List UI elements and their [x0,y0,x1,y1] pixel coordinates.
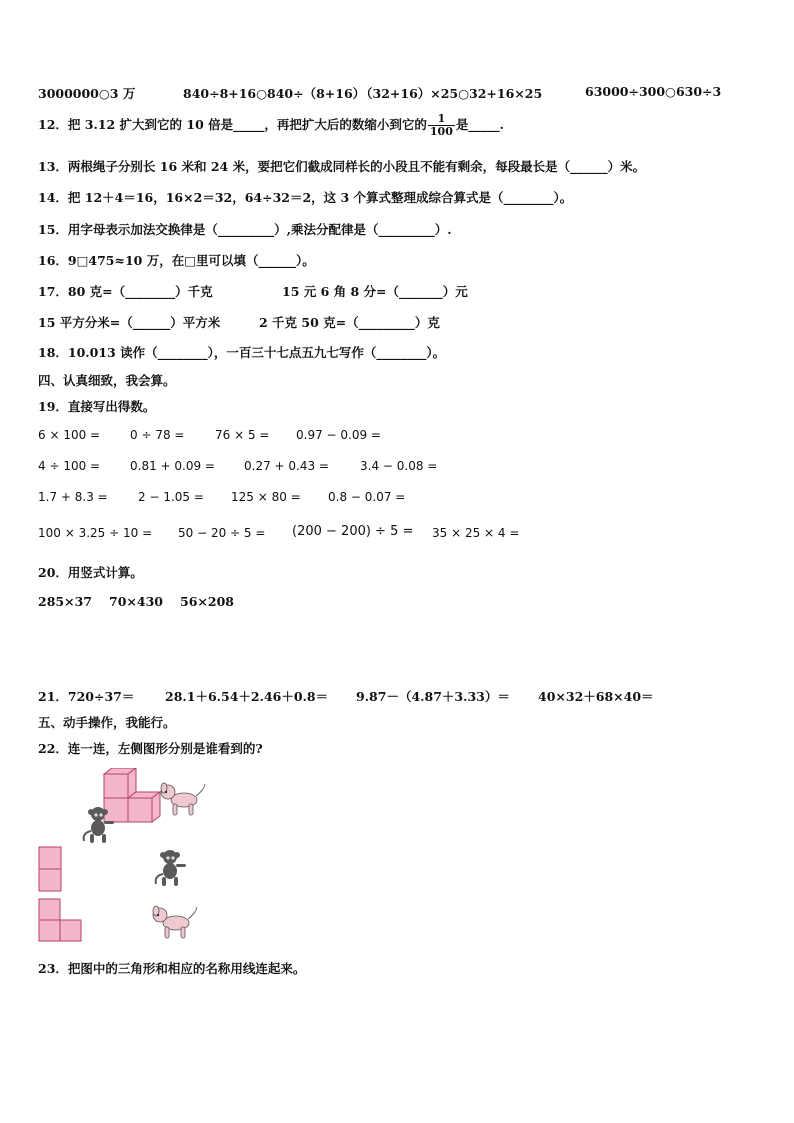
calc-1-3: 76 × 5 = [215,428,270,442]
question-12 [38,113,504,138]
question-17c: 15 平方分米=（______）平方米 [38,315,221,330]
section-5-title: 五、动手操作，我能行。 [38,715,176,730]
question-20: 20．用竖式计算。 [38,565,143,580]
vertical-squares-shape [38,846,64,892]
monkey-icon [80,805,116,845]
fraction-denominator: 100 [429,125,453,138]
q20-item-2: 70×430 [109,594,163,609]
q21-item-1: 21．720÷37＝ [38,689,135,704]
calc-2-4: 3.4 − 0.08 = [360,459,438,473]
question-17b: 15 元 6 角 8 分=（_______）元 [282,284,468,299]
question-14: 14．把 12＋4＝16，16×2＝32，64÷32＝2，这 3 个算式整理成综合算式是（________）。 [38,190,573,205]
calc-4-3: (200 − 200) ÷ 5 = [292,524,414,539]
compare-1: 3000000○3 万 [38,86,136,101]
calc-3-4: 0.8 − 0.07 = [328,490,406,504]
calc-2-2: 0.81 + 0.09 = [130,459,215,473]
q21-item-2: 28.1＋6.54＋2.46＋0.8＝ [165,689,329,704]
calc-2-3: 0.27 + 0.43 = [244,459,329,473]
dog-icon [158,782,208,818]
calc-1-1: 6 × 100 = [38,428,101,442]
q21-item-3: 9.87－（4.87＋3.33）＝ [356,689,510,704]
q12-after: 是_____. [455,117,504,132]
q20-item-1: 285×37 [38,594,92,609]
question-13: 13．两根绳子分别长 16 米和 24 米，要把它们截成同样长的小段且不能有剩余，每段最长是（______）米。 [38,159,646,174]
monkey-icon [152,848,188,888]
calc-2-1: 4 ÷ 100 = [38,459,101,473]
calc-1-4: 0.97 − 0.09 = [296,428,381,442]
question-15: 15．用字母表示加法交换律是（_________）,乘法分配律是（_________）. [38,222,452,237]
calc-4-4: 35 × 25 × 4 = [432,526,520,540]
calc-4-2: 50 − 20 ÷ 5 = [178,526,266,540]
calc-3-3: 125 × 80 = [231,490,301,504]
calc-1-2: 0 ÷ 78 = [130,428,185,442]
question-17a: 17．80 克=（________）千克 [38,284,213,299]
question-18: 18．10.013 读作（________），一百三十七点五九七写作（________）。 [38,345,446,360]
question-22: 22．连一连，左侧图形分别是谁看到的? [38,741,263,756]
l-shape-squares [38,898,84,944]
calc-3-1: 1.7 + 8.3 = [38,490,108,504]
calc-4-1: 100 × 3.25 ÷ 10 = [38,526,153,540]
section-4-title: 四、认真细致，我会算。 [38,373,176,388]
question-19: 19．直接写出得数。 [38,399,156,414]
dog-icon [150,905,200,941]
question-16: 16．9□475≈10 万，在□里可以填（______）。 [38,253,315,268]
q21-item-4: 40×32＋68×40＝ [538,689,654,704]
question-23: 23．把图中的三角形和相应的名称用线连起来。 [38,961,306,976]
compare-3: （32+16）×25○32+16×25 [360,86,543,101]
fraction-numerator: 1 [428,113,455,126]
fraction [428,113,455,138]
question-17d: 2 千克 50 克=（_________）克 [259,315,440,330]
compare-2: 840÷8+16○840÷（8+16） [183,86,366,101]
q12-before: 12．把 3.12 扩大到它的 10 倍是_____，再把扩大后的数缩小到它的 [38,117,427,132]
compare-4: 63000÷300○630÷3 [585,84,722,99]
q20-item-3: 56×208 [180,594,234,609]
calc-3-2: 2 − 1.05 = [138,490,204,504]
